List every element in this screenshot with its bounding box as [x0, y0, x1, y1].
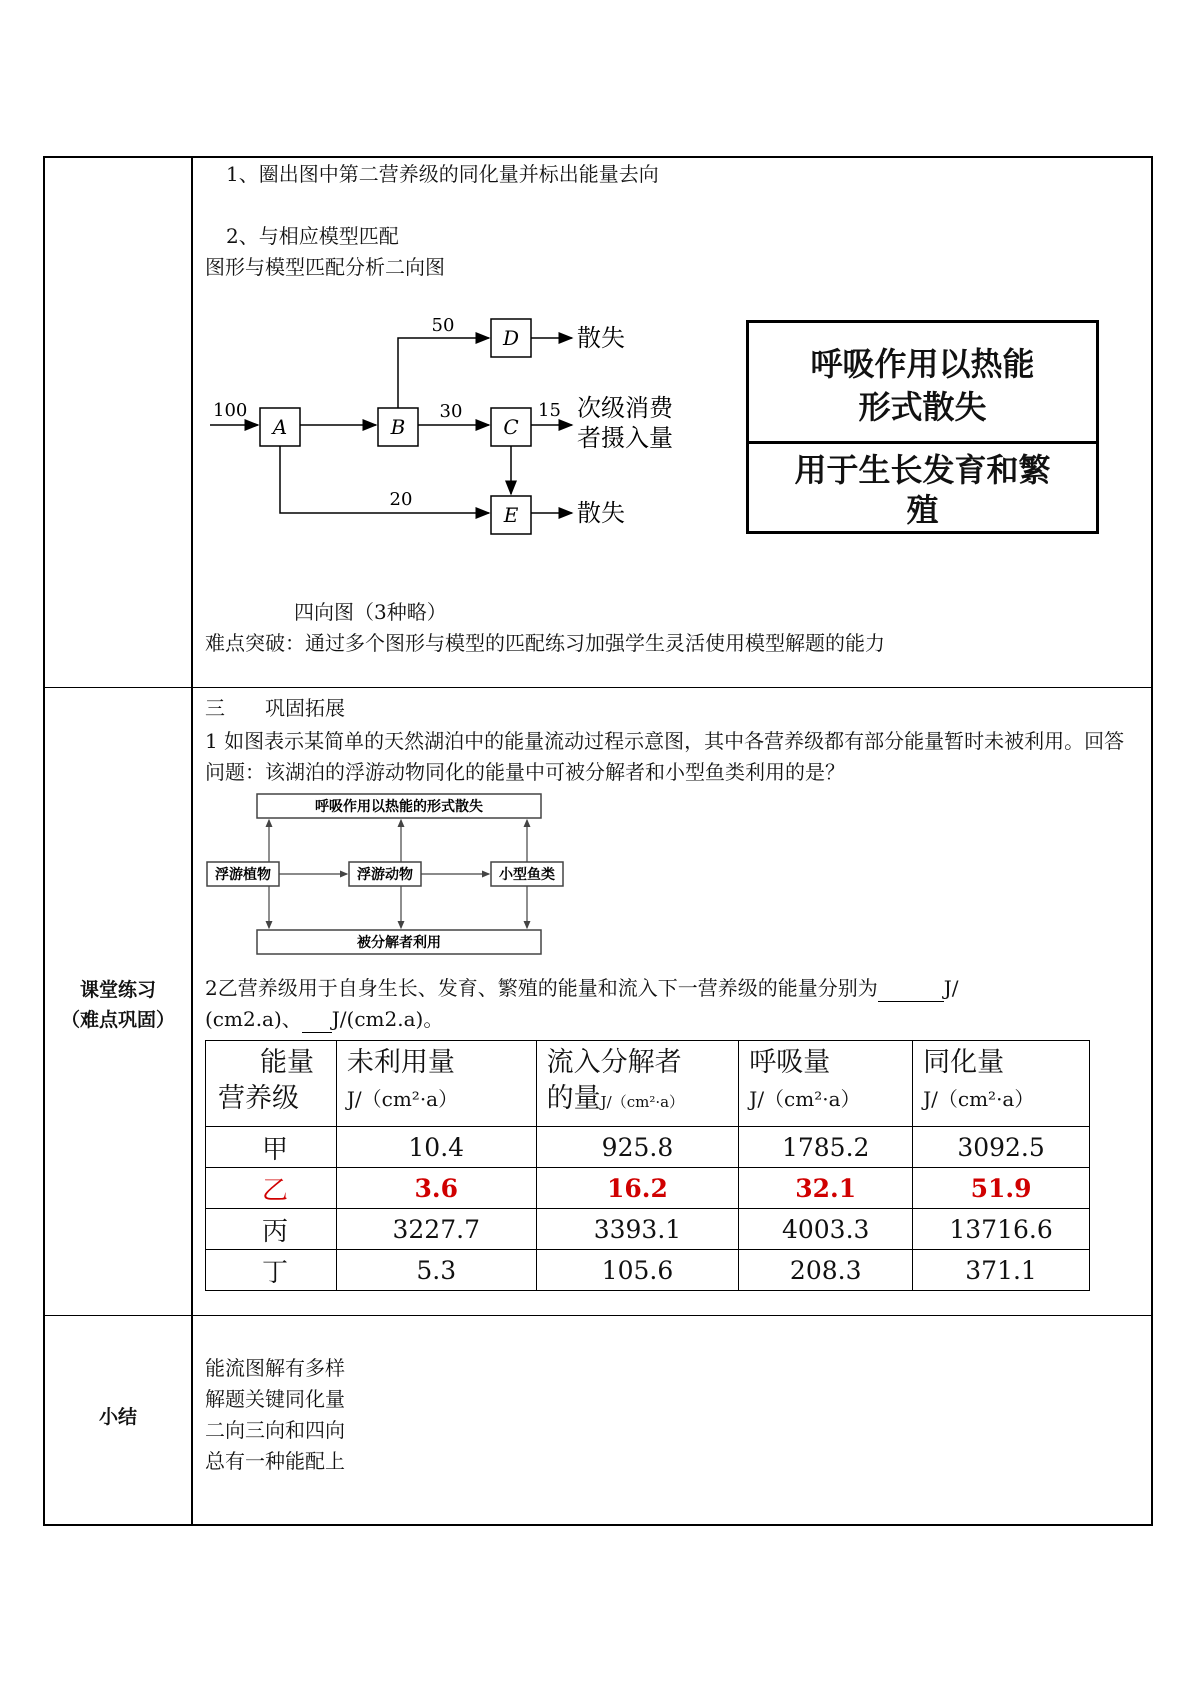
model-box-top	[749, 323, 1096, 444]
section-label-line2: （难点巩固）	[60, 1009, 175, 1031]
cell-assimilation: 371.1	[913, 1250, 1090, 1291]
cell-respiration: 1785.2	[739, 1127, 913, 1168]
question-2-unit2: J/(cm2.a)。	[331, 1007, 444, 1031]
header-corner	[206, 1041, 337, 1127]
header-unused-title: 未利用量	[346, 1047, 455, 1078]
header-corner-line1: 能量	[260, 1047, 314, 1078]
table-row	[206, 1127, 1090, 1168]
section-label-line1: 课堂练习	[79, 979, 156, 1001]
cell-unused: 3227.7	[336, 1209, 536, 1250]
table-row	[206, 1209, 1090, 1250]
cell-assimilation: 3092.5	[913, 1127, 1090, 1168]
summary-line: 总有一种能配上	[205, 1449, 345, 1473]
row-name: 甲	[206, 1127, 337, 1168]
row-name: 乙	[206, 1168, 337, 1209]
value-b-c: 30	[439, 401, 463, 422]
cell-respiration: 208.3	[739, 1250, 913, 1291]
lake-energy-diagram	[205, 790, 575, 955]
node-d-label: D	[502, 326, 520, 350]
model-box-top-line1: 呼吸作用以热能	[810, 345, 1035, 383]
cell-respiration: 4003.3	[739, 1209, 913, 1250]
header-decomposer-title1: 流入分解者	[546, 1047, 682, 1078]
box-respiration-label: 呼吸作用以热能的形式散失	[315, 799, 483, 815]
answer-blank-2[interactable]	[302, 1006, 332, 1033]
practice-question-2-line2	[205, 1006, 443, 1033]
c-out-label-line2: 者摄入量	[577, 424, 673, 452]
box-phytoplankton-label: 浮游植物	[215, 867, 271, 883]
practice-question-1: 1 如图表示某简单的天然湖泊中的能量流动过程示意图，其中各营养级都有部分能量暂时未被利用。回答问题：该湖泊的浮游动物同化的能量中可被分解者和小型鱼类利用的是？	[205, 729, 1125, 784]
node-c-label: C	[503, 415, 519, 439]
summary-line: 解题关键同化量	[205, 1387, 345, 1411]
header-corner-line2: 营养级	[218, 1083, 299, 1114]
d-out-label: 散失	[577, 324, 625, 352]
model-box-bottom-line1: 用于生长发育和繁	[794, 451, 1051, 489]
header-unused-unit: J/（cm²·a）	[346, 1087, 459, 1111]
model-box-top-line2: 形式散失	[858, 388, 987, 426]
cell-decomposer: 105.6	[536, 1250, 739, 1291]
row-divider	[43, 687, 1153, 688]
question-2-unit1: J/	[943, 976, 959, 1000]
cell-decomposer: 3393.1	[536, 1209, 739, 1250]
value-b-d: 50	[431, 315, 455, 336]
cell-decomposer: 16.2	[536, 1168, 739, 1209]
header-respiration-unit: J/（cm²·a）	[749, 1087, 861, 1111]
summary-line: 能流图解有多样	[205, 1356, 345, 1380]
header-assimilation-title: 同化量	[923, 1047, 1005, 1078]
practice-question-2	[205, 975, 959, 1002]
cell-unused: 5.3	[336, 1250, 536, 1291]
row-divider	[43, 1315, 1153, 1316]
answer-blank-1[interactable]	[878, 975, 944, 1002]
cell-decomposer: 925.8	[536, 1127, 739, 1168]
question-1: 1、圈出图中第二营养级的同化量并标出能量去向	[226, 162, 659, 186]
model-box	[746, 320, 1099, 534]
arrow-a-e	[280, 446, 489, 513]
node-b-label: B	[390, 415, 406, 439]
header-assimilation	[913, 1041, 1090, 1127]
section-title: 三 巩固拓展	[205, 696, 345, 720]
node-a-label: A	[272, 415, 288, 439]
box-small-fish-label: 小型鱼类	[499, 867, 555, 883]
header-respiration-title: 呼吸量	[749, 1047, 831, 1078]
difficulty-note: 难点突破：通过多个图形与模型的匹配练习加强学生灵活使用模型解题的能力	[205, 631, 885, 655]
summary-line: 二向三向和四向	[205, 1418, 345, 1442]
question-2-part2: (cm2.a)、	[205, 1007, 302, 1031]
header-decomposer-title2-wrap	[547, 1081, 729, 1120]
energy-flow-diagram	[205, 305, 705, 550]
section-label-summary: 小结	[98, 1406, 137, 1428]
box-decomposers-label: 被分解者利用	[357, 935, 441, 951]
header-assimilation-unit: J/（cm²·a）	[923, 1087, 1035, 1111]
cell-assimilation: 51.9	[913, 1168, 1090, 1209]
model-box-bottom	[749, 444, 1096, 530]
section-label-practice	[45, 975, 191, 1035]
cell-assimilation: 13716.6	[913, 1209, 1090, 1250]
row-name: 丙	[206, 1209, 337, 1250]
question-2: 2、与相应模型匹配	[226, 224, 399, 248]
cell-respiration: 32.1	[739, 1168, 913, 1209]
question-2-subtitle: 图形与模型匹配分析二向图	[205, 255, 445, 279]
header-decomposer-title2: 的量	[546, 1083, 601, 1114]
four-way-note: 四向图（3种略）	[294, 600, 447, 624]
row-name: 丁	[206, 1250, 337, 1291]
value-c-out: 15	[538, 400, 561, 421]
e-out-label: 散失	[577, 499, 625, 527]
arrow-b-d	[398, 338, 489, 408]
column-divider	[191, 156, 193, 1526]
header-unused	[336, 1041, 536, 1127]
table-row-highlight	[206, 1168, 1090, 1209]
table-row	[206, 1250, 1090, 1291]
box-zooplankton-label: 浮游动物	[357, 867, 413, 883]
summary-lines	[205, 1353, 345, 1477]
model-box-bottom-line2: 殖	[906, 491, 939, 529]
value-a-e: 20	[389, 489, 413, 510]
node-e-label: E	[503, 503, 519, 527]
cell-unused: 3.6	[336, 1168, 536, 1209]
header-decomposer	[536, 1041, 739, 1127]
header-decomposer-unit: J/（cm²·a）	[600, 1093, 685, 1111]
cell-unused: 10.4	[336, 1127, 536, 1168]
energy-table	[205, 1040, 1090, 1291]
header-respiration	[739, 1041, 913, 1127]
question-2-part1: 2乙营养级用于自身生长、发育、繁殖的能量和流入下一营养级的能量分别为	[205, 976, 878, 1000]
table-header-row	[206, 1041, 1090, 1127]
c-out-label-line1: 次级消费	[577, 394, 673, 422]
input-value: 100	[213, 400, 248, 421]
